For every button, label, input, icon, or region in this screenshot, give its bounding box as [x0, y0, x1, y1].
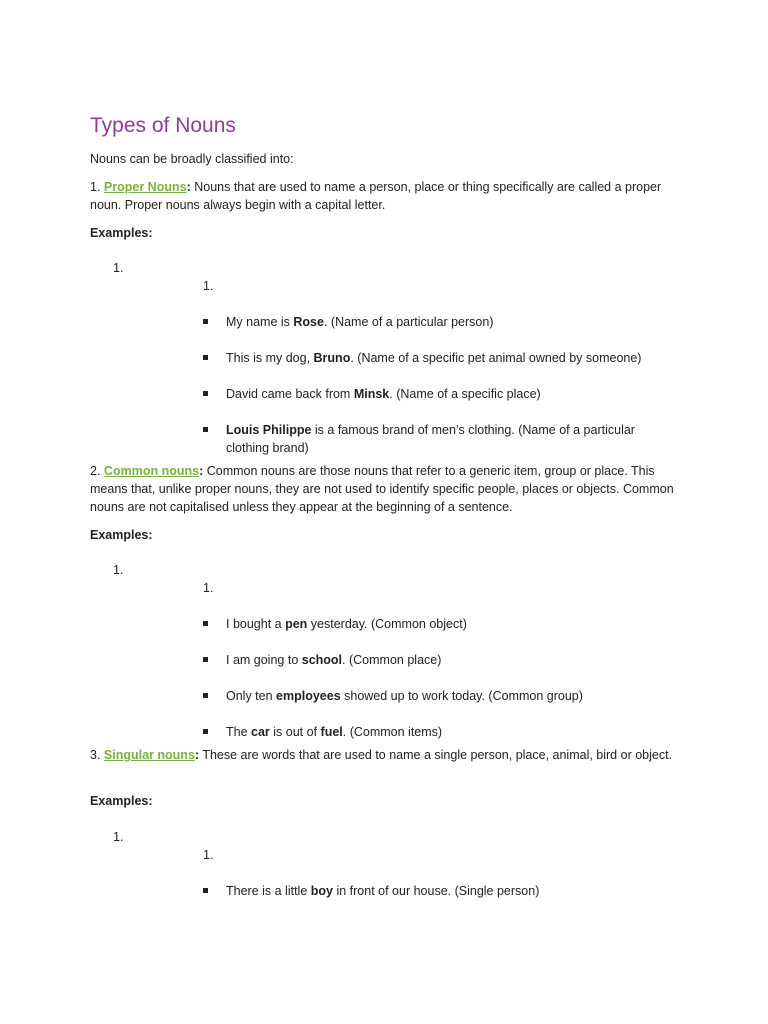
list-number: 1.: [113, 563, 124, 577]
section-common-nouns: [90, 462, 682, 516]
bullet-icon: [203, 888, 208, 893]
section-definition: Common nouns are those nouns that refer to a generic item, group or place. This means that, unlike proper nouns, they are not used to identify specific people, places or objects. Common nouns are not capitalised unless they appear at the beginning of a sentence.: [90, 464, 674, 514]
examples-label: Examples:: [90, 226, 153, 240]
section-number: 1.: [90, 180, 101, 194]
bullet-icon: [203, 319, 208, 324]
section-singular-nouns: [90, 746, 682, 764]
list-number: 1.: [113, 261, 124, 275]
bullet-icon: [203, 729, 208, 734]
term-colon: :: [199, 464, 204, 478]
list-number: 1.: [203, 279, 214, 293]
common-nouns-link[interactable]: Common nouns: [103, 464, 200, 478]
bullet-icon: [203, 693, 208, 698]
singular-nouns-link[interactable]: Singular nouns: [103, 748, 195, 762]
bullet-icon: [203, 355, 208, 360]
page-title: Types of Nouns: [90, 114, 236, 137]
list-number: 1.: [203, 581, 214, 595]
bullet-icon: [203, 391, 208, 396]
list-number: 1.: [203, 848, 214, 862]
term-colon: :: [194, 748, 200, 762]
section-definition: Nouns that are used to name a person, place or thing specifically are called a proper noun. Proper nouns always begin with a capital letter.: [90, 180, 662, 212]
bullet-icon: [203, 657, 208, 662]
section-number: 3.: [90, 748, 101, 762]
document-page: Types of Nouns Nouns can be broadly classified into: 1. Proper Nouns: Nouns that are used to name a person, place or thing specifically are called a proper noun. Proper nouns always begin with a capital letter. Examples: 1. 1. My name is Rose. (Name of a particular person) This is my dog, Bruno. (Name of a specific pet animal owned by someone) David came back from Minsk. (Name of a specific place) Louis Philippe is a famous brand of men’s clothing. (Name of a particular clothing brand) 2. Common nouns: Common nouns are those nouns that refer to a generic item, group or place. This means that, unlike proper nouns, they are not used to identify specific people, places or objects. Common nouns are not capitalised unless they appear at the beginning of a sentence. Examples: 1. 1. I bought a pen yesterday. (Common object) I am going to school. (Common place) Only ten employees showed up to work today. (Common group) The car is out of fuel. (Common items) 3. Singular nouns: These are words that are used to name a single person, place, animal, bird or object. Examples: 1. 1. There is a little boy in front of our house. (Single person): [0, 0, 768, 1024]
section-number: 2.: [90, 464, 101, 478]
term-colon: :: [186, 180, 191, 194]
section-proper-nouns: [90, 178, 682, 214]
bullet-icon: [203, 621, 208, 626]
bullet-icon: [203, 427, 208, 432]
section-definition: These are words that are used to name a single person, place, animal, bird or object.: [199, 748, 673, 762]
proper-nouns-link[interactable]: Proper Nouns: [103, 180, 187, 194]
examples-label: Examples:: [90, 794, 153, 808]
examples-label: Examples:: [90, 528, 153, 542]
list-number: 1.: [113, 830, 124, 844]
intro-text: Nouns can be broadly classified into:: [90, 152, 294, 166]
